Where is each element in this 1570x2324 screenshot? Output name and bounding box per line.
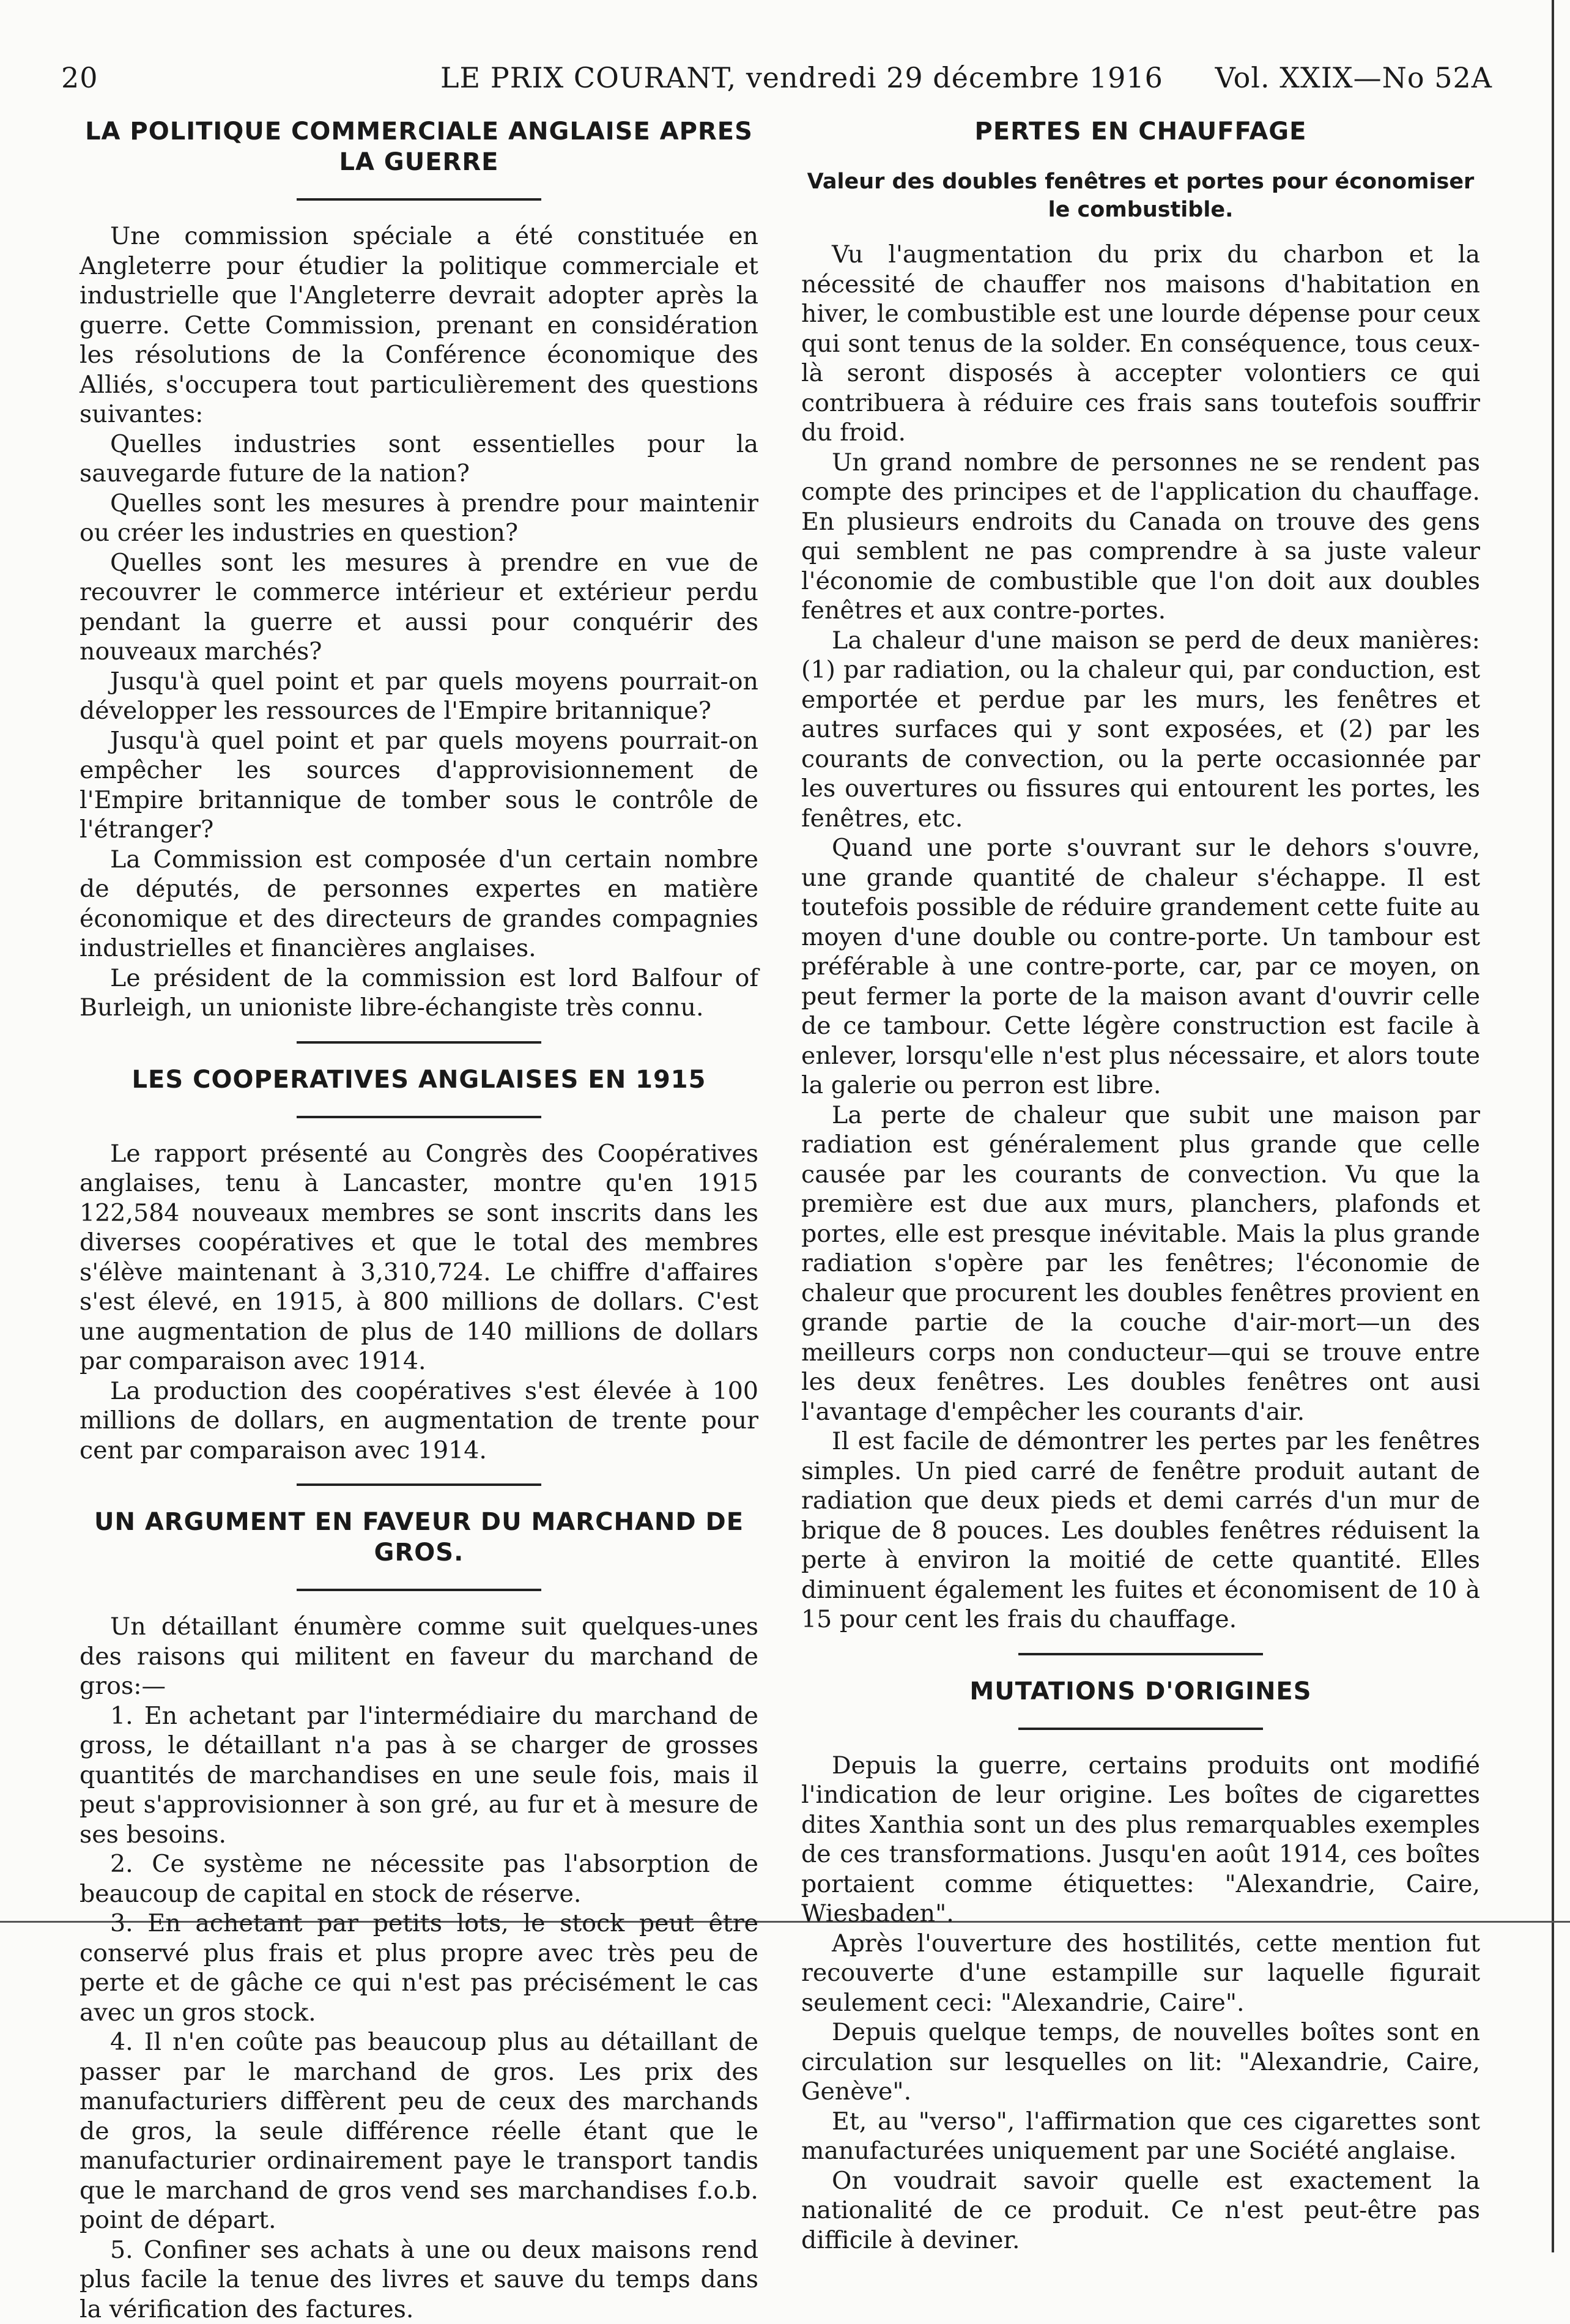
section-divider [1018,1653,1263,1655]
title-rule [297,1116,541,1118]
left-column [80,116,758,2324]
page-header [61,48,1492,97]
article-title: LA POLITIQUE COMMERCIALE ANGLAISE APRES LA GUERRE [80,116,758,177]
list-item: 2. Ce système ne nécessite pas l'absorption de beaucoup de capital en stock de réserve. [80,1849,758,1909]
paragraph: Un grand nombre de personnes ne se rendent pas compte des principes et de l'application du chauffage. En plusieurs endroits du Canada on trouve des gens qui semblent ne pas comprendre à sa juste valeur l'économie de combustible que l'on doit aux doubles fenêtres et aux contre-portes. [801,448,1480,626]
paragraph: Quelles sont les mesures à prendre en vue de recouvrer le commerce intérieur et extérieur perdu pendant la guerre et aussi pour conquérir des nouveaux marchés? [80,548,758,667]
paragraph: On voudrait savoir quelle est exactement la nationalité de ce produit. Ce n'est peut-être pas difficile à deviner. [801,2166,1480,2255]
list-item: 4. Il n'en coûte pas beaucoup plus au détaillant de passer par le marchand de gros. Les prix des manufacturiers diffèrent peu de ceux des marchands de gros, la seule différence réelle étant que le manufacturier ordinairement paye le transport tandis que le marchand de gros vend ses marchandises f.o.b. point de départ. [80,2027,758,2235]
paragraph: Il est facile de démontrer les pertes par les fenêtres simples. Un pied carré de fenêtre produit autant de radiation que deux pieds et demi carrés d'un mur de brique de 8 pouces. Les doubles fenêtres réduisent la perte à environ la moitié de cette quantité. Elles diminuent également les fuites et économisent de 10 à 15 pour cent les frais du chauffage. [801,1427,1480,1635]
section-divider [297,1041,541,1044]
article-cooperatives [80,1064,758,1466]
paragraph: Et, au "verso", l'affirmation que ces cigarettes sont manufacturées uniquement par une Société anglaise. [801,2107,1480,2166]
paragraph: La production des coopératives s'est élevée à 100 millions de dollars, en augmentation de trente pour cent par comparaison avec 1914. [80,1376,758,1466]
page-edge-line [1552,0,1554,2252]
article-title: UN ARGUMENT EN FAVEUR DU MARCHAND DE GROS. [80,1507,758,1568]
paragraph: La perte de chaleur que subit une maison par radiation est généralement plus grande que celle causée par les courants de convection. Vu que la première est due aux murs, planchers, plafonds et portes, elle est presque inévitable. Mais la plus grande radiation s'opère par les fenêtres; l'économie de chaleur que procurent les doubles fenêtres provient en grande partie de la couche d'air-mort—un des meilleurs corps non conducteur—qui se trouve entre les deux fenêtres. Les doubles fenêtres ont ausi l'avantage d'empêcher les courants d'air. [801,1101,1480,1427]
right-column [801,116,1480,2255]
paragraph: Quelles sont les mesures à prendre pour maintenir ou créer les industries en question? [80,489,758,548]
article-title: MUTATIONS D'ORIGINES [801,1676,1480,1707]
volume-number: Vol. XXIX—No 52A [1215,61,1492,94]
list-item: 5. Confiner ses achats à une ou deux maisons rend plus facile la tenue des livres et sauve du temps dans la vérification des factures. [80,2235,758,2324]
paragraph: Vu l'augmentation du prix du charbon et la nécessité de chauffer nos maisons d'habitation en hiver, le combustible est une lourde dépense pour ceux qui sont tenus de la solder. En conséquence, tous ceux-là seront disposés à accepter volontiers ce qui contribuera à réduire ces frais sans toutefois souffrir du froid. [801,240,1480,448]
title-rule [297,1589,541,1591]
title-rule [297,198,541,201]
paragraph: Un détaillant énumère comme suit quelques-unes des raisons qui militent en faveur du marchand de gros:— [80,1612,758,1701]
title-rule [1018,1728,1263,1730]
article-politique-commerciale [80,116,758,1023]
paragraph: Depuis la guerre, certains produits ont modifié l'indication de leur origine. Les boîtes de cigarettes dites Xanthia sont un des plus remarquables exemples de ces transformations. Jusqu'en août 1914, ces boîtes portaient comme étiquettes: "Alexandrie, Caire, Wiesbaden". [801,1751,1480,1929]
article-pertes-en-chauffage [801,116,1480,1635]
paragraph: Une commission spéciale a été constituée en Angleterre pour étudier la politique commerciale et industrielle que l'Angleterre devrait adopter après la guerre. Cette Commission, prenant en considération les résolutions de la Conférence économique des Alliés, s'occupera tout particulièrement des questions suivantes: [80,221,758,429]
section-divider [297,1483,541,1486]
article-subtitle: Valeur des doubles fenêtres et portes pour économiser le combustible. [801,168,1480,224]
paragraph: Quand une porte s'ouvrant sur le dehors s'ouvre, une grande quantité de chaleur s'échappe. Il est toutefois possible de réduire grandement cette fuite au moyen d'une double ou contre-porte. Un tambour est préférable à une contre-porte, car, par ce moyen, on peut fermer la porte de la maison avant d'ouvrir celle de ce tambour. Cette légère construction est facile à enlever, lorsqu'elle n'est plus nécessaire, et alors toute la galerie ou perron est libre. [801,833,1480,1101]
paragraph: La Commission est composée d'un certain nombre de députés, de personnes expertes en matière économique et des directeurs de grandes compagnies industrielles et financières anglaises. [80,845,758,963]
paragraph: Le rapport présenté au Congrès des Coopératives anglaises, tenu à Lancaster, montre qu'en 1915 122,584 nouveaux membres se sont inscrits dans les diverses coopératives et que le total des membres s'élève maintenant à 3,310,724. Le chiffre d'affaires s'est élevé, en 1915, à 800 millions de dollars. C'est une augmentation de plus de 140 millions de dollars par comparaison avec 1914. [80,1139,758,1376]
article-marchand-de-gros [80,1507,758,2324]
paragraph: Le président de la commission est lord Balfour of Burleigh, un unioniste libre-échangiste très connu. [80,963,758,1023]
page-number: 20 [61,61,98,94]
paragraph: Jusqu'à quel point et par quels moyens pourrait-on développer les ressources de l'Empire britannique? [80,667,758,726]
paragraph: La chaleur d'une maison se perd de deux manières: (1) par radiation, ou la chaleur qui, par conduction, est emportée et perdue par les murs, les fenêtres et autres surfaces qui y sont exposées, et (2) par les courants de convection, ou la perte occasionnée par les ouvertures ou fissures qui entourent les portes, les fenêtres, etc. [801,626,1480,834]
article-mutations-d-origines [801,1676,1480,2255]
article-title: PERTES EN CHAUFFAGE [801,116,1480,147]
paragraph: Depuis quelque temps, de nouvelles boîtes sont en circulation sur lesquelles on lit: "Alexandrie, Caire, Genève". [801,2018,1480,2107]
list-item: 3. En achetant par petits lots, le stock peut être conservé plus frais et plus propre avec très peu de perte et de gâche ce qui n'est pas précisément le cas avec un gros stock. [80,1909,758,2027]
list-item: 1. En achetant par l'intermédiaire du marchand de gross, le détaillant n'a pas à se charger de grosses quantités de marchandises en une seule fois, mais il peut s'approvisionner à son gré, au fur et à mesure de ses besoins. [80,1701,758,1850]
paragraph: Jusqu'à quel point et par quels moyens pourrait-on empêcher les sources d'approvisionnement de l'Empire britannique de tomber sous le contrôle de l'étranger? [80,726,758,845]
paragraph: Quelles industries sont essentielles pour la sauvegarde future de la nation? [80,429,758,489]
paragraph: Après l'ouverture des hostilités, cette mention fut recouverte d'une estampille sur laquelle figurait seulement ceci: "Alexandrie, Caire". [801,1929,1480,2018]
article-title: LES COOPERATIVES ANGLAISES EN 1915 [80,1064,758,1095]
publication-line: LE PRIX COURANT, vendredi 29 décembre 1916 [440,61,1163,94]
